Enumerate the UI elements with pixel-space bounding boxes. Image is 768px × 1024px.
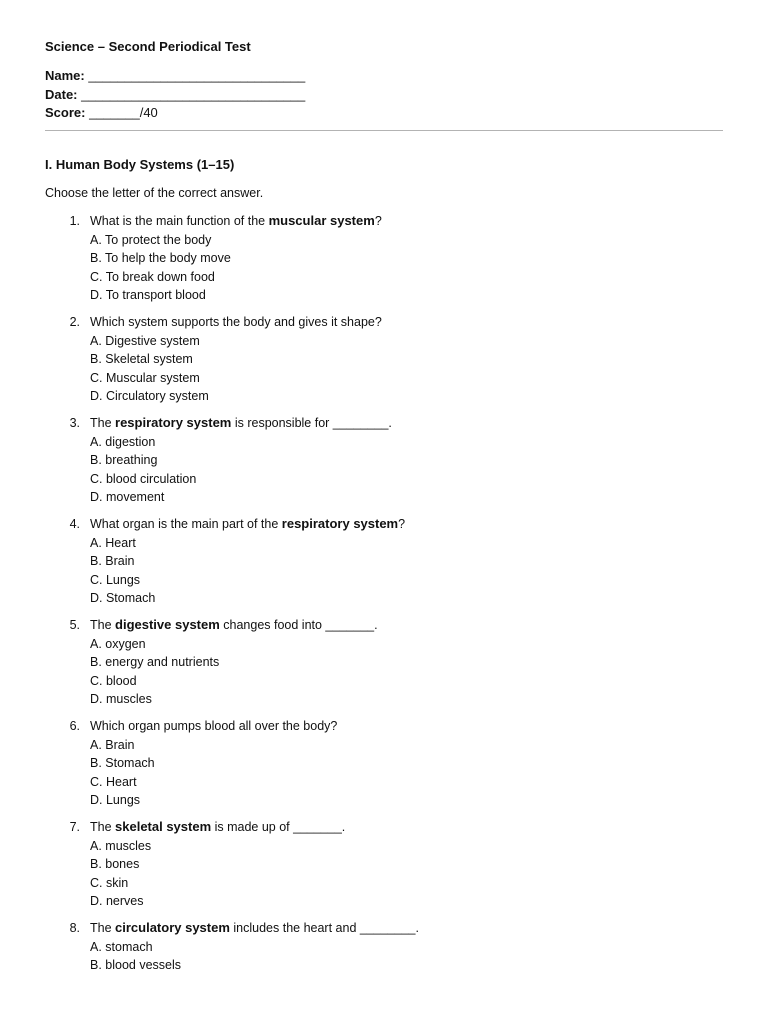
- answer-option: D. movement: [90, 490, 165, 504]
- section-title: I. Human Body Systems (1–15): [45, 157, 235, 172]
- page-title: Science – Second Periodical Test: [45, 39, 251, 54]
- question-text-bold: respiratory system: [281, 516, 399, 531]
- question-number: 2.: [69, 315, 80, 329]
- answer-option: D. Lungs: [90, 793, 141, 807]
- question-number: 4.: [69, 517, 80, 531]
- question-number: 5.: [69, 618, 80, 632]
- question-item: [45, 414, 723, 507]
- question-item: [45, 212, 723, 305]
- question-text-post: is made up of _______.: [211, 820, 346, 834]
- question-item: [45, 717, 723, 810]
- question-number: 6.: [69, 719, 80, 733]
- question-text: [90, 818, 723, 837]
- answer-option: C. Heart: [90, 774, 137, 789]
- question-text-pre: The: [90, 618, 116, 632]
- answer-option: D. nerves: [90, 894, 144, 908]
- answer-option: D. Circulatory system: [90, 389, 209, 403]
- question-body: [90, 313, 723, 406]
- answer-option: A. stomach: [90, 939, 153, 954]
- answer-option: A. Digestive system: [90, 333, 200, 348]
- answer-option: A. oxygen: [90, 636, 146, 651]
- answer-option: A. digestion: [90, 434, 156, 449]
- question-item: [45, 515, 723, 608]
- question-item: [45, 616, 723, 709]
- question-body: [90, 919, 723, 975]
- answer-option: C. blood circulation: [90, 471, 197, 486]
- question-text-bold: respiratory system: [115, 415, 232, 430]
- section-human-body-systems: [45, 156, 723, 983]
- answer-option: C. Lungs: [90, 572, 141, 587]
- answer-option: D. Stomach: [90, 591, 156, 605]
- question-text-pre: The: [90, 820, 116, 834]
- question-list: [45, 212, 723, 975]
- question-text-pre: The: [90, 416, 116, 430]
- question-text-post: changes food into _______.: [219, 618, 378, 632]
- question-number: 8.: [69, 921, 80, 935]
- question-text: [90, 414, 723, 433]
- answer-option: C. Muscular system: [90, 370, 200, 385]
- answer-option: B. Stomach: [90, 756, 155, 770]
- question-item: [45, 818, 723, 911]
- answer-option: B. To help the body move: [90, 251, 231, 265]
- question-body: [90, 515, 723, 608]
- question-text-post: ?: [374, 214, 382, 228]
- answer-option: B. bones: [90, 857, 140, 871]
- question-text-pre: Which organ pumps blood all over the body?: [90, 719, 338, 733]
- question-text-bold: circulatory system: [115, 920, 230, 935]
- question-item: [45, 919, 723, 975]
- date-blank: _______________________________: [81, 86, 306, 102]
- question-text-bold: muscular system: [268, 213, 375, 228]
- header-divider: [45, 130, 723, 131]
- score-blank: _______/40: [89, 105, 158, 120]
- answer-option: B. energy and nutrients: [90, 655, 220, 669]
- answer-option: A. muscles: [90, 838, 152, 853]
- date-field: [45, 86, 723, 105]
- question-text-post: is responsible for ________.: [231, 416, 392, 430]
- question-text: [90, 717, 723, 736]
- question-text: [90, 515, 723, 534]
- answer-option: B. Skeletal system: [90, 352, 193, 366]
- date-label: Date:: [45, 86, 78, 102]
- question-body: [90, 414, 723, 507]
- question-body: [90, 212, 723, 305]
- question-text-bold: skeletal system: [115, 819, 212, 834]
- question-text-pre: Which system supports the body and gives it shape?: [90, 315, 382, 329]
- section-instructions: Choose the letter of the correct answer.: [45, 186, 264, 200]
- question-text-pre: What is the main function of the: [90, 214, 269, 228]
- question-number: 3.: [69, 416, 80, 430]
- answer-option: B. breathing: [90, 453, 158, 467]
- question-number: 7.: [69, 820, 80, 834]
- question-text-bold: digestive system: [115, 617, 220, 632]
- question-text-post: includes the heart and ________.: [229, 921, 419, 935]
- score-label: Score:: [45, 105, 86, 120]
- answer-option: B. Brain: [90, 554, 135, 568]
- name-blank: ______________________________: [88, 68, 306, 83]
- question-text: [90, 212, 723, 231]
- question-body: [90, 818, 723, 911]
- question-body: [90, 717, 723, 810]
- test-header: [45, 38, 723, 123]
- name-label: Name:: [45, 68, 85, 83]
- question-text-post: ?: [398, 517, 406, 531]
- question-item: [45, 313, 723, 406]
- question-number: 1.: [69, 214, 80, 228]
- answer-option: C. blood: [90, 673, 137, 688]
- score-field: [45, 104, 723, 123]
- question-text-pre: What organ is the main part of the: [90, 517, 282, 531]
- question-text: [90, 313, 723, 332]
- question-body: [90, 616, 723, 709]
- answer-option: A. To protect the body: [90, 232, 212, 247]
- answer-option: D. To transport blood: [90, 288, 206, 302]
- question-text: [90, 616, 723, 635]
- answer-option: C. To break down food: [90, 269, 215, 284]
- answer-option: B. blood vessels: [90, 958, 182, 972]
- question-text: [90, 919, 723, 938]
- answer-option: D. muscles: [90, 692, 152, 706]
- question-text-pre: The: [90, 921, 116, 935]
- answer-option: A. Heart: [90, 535, 136, 550]
- answer-option: C. skin: [90, 875, 129, 890]
- name-field: [45, 67, 723, 86]
- answer-option: A. Brain: [90, 737, 135, 752]
